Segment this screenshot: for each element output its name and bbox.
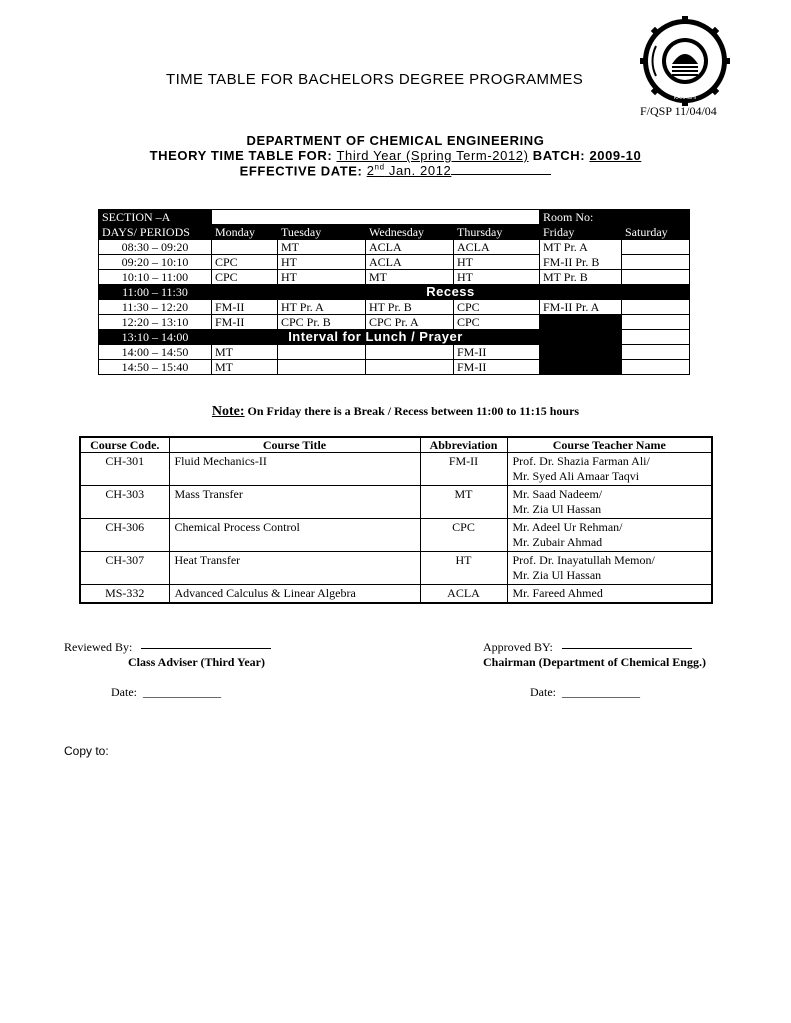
- cell-thursday: CPC: [454, 315, 540, 330]
- cell-thursday: FM-II: [454, 345, 540, 360]
- cell-saturday: [622, 330, 690, 345]
- batch-value: 2009-10: [589, 148, 642, 163]
- approved-by-label: Approved BY:: [483, 640, 553, 654]
- reviewed-by-line: [64, 640, 271, 655]
- lunch-band: Interval for Lunch / Prayer: [212, 330, 540, 345]
- cell-tuesday: HT: [278, 255, 366, 270]
- day-header-saturday: Saturday: [622, 225, 690, 240]
- cell-wednesday: MT: [366, 270, 454, 285]
- course-row: [80, 585, 712, 604]
- approved-date: [530, 685, 640, 700]
- cell-saturday: [622, 240, 690, 255]
- period-row: [99, 255, 690, 270]
- theory-line: [0, 148, 791, 163]
- cell-thursday: FM-II: [454, 360, 540, 375]
- effective-date-line: [0, 163, 791, 178]
- recess-row: [99, 285, 690, 300]
- course-abbr: MT: [420, 486, 507, 519]
- underline-fill: [451, 164, 551, 175]
- date-label: Date:: [111, 685, 137, 699]
- day-header-tuesday: Tuesday: [278, 225, 366, 240]
- reviewer-role: Class Adviser (Third Year): [128, 655, 266, 669]
- period-time: 14:00 – 14:50: [99, 345, 212, 360]
- cell-monday: FM-II: [212, 300, 278, 315]
- effective-label: EFFECTIVE DATE:: [239, 163, 367, 179]
- course-abbr: HT: [420, 552, 507, 585]
- course-teachers: [507, 519, 712, 552]
- header-spacer: [212, 210, 540, 225]
- form-code: F/QSP 11/04/04: [640, 104, 717, 118]
- section-label: SECTION –A: [99, 210, 212, 225]
- course-code: CH-301: [80, 453, 169, 486]
- batch-label: BATCH:: [528, 148, 590, 163]
- period-row: [99, 270, 690, 285]
- cell-saturday: [622, 315, 690, 330]
- course-code: CH-307: [80, 552, 169, 585]
- teacher-secondary: Mr. Zia Ul Hassan: [512, 502, 602, 516]
- course-row: [80, 453, 712, 486]
- header-blank: [622, 210, 690, 225]
- course-title: Mass Transfer: [169, 486, 420, 519]
- effective-day-suffix: nd: [374, 163, 385, 172]
- cell-thursday: ACLA: [454, 240, 540, 255]
- teacher-primary: Mr. Fareed Ahmed: [512, 586, 603, 600]
- teacher-secondary: Mr. Syed Ali Amaar Taqvi: [512, 469, 640, 483]
- cell-monday: CPC: [212, 270, 278, 285]
- cell-monday: FM-II: [212, 315, 278, 330]
- course-teachers: [507, 585, 712, 604]
- recess-band: Recess: [212, 285, 690, 300]
- header-course-title: Course Title: [169, 437, 420, 453]
- approved-signature-line: [562, 648, 692, 649]
- day-header-monday: Monday: [212, 225, 278, 240]
- university-seal-logo: [640, 16, 730, 106]
- period-time: 13:10 – 14:00: [99, 330, 212, 345]
- approver-role: Chairman (Department of Chemical Engg.): [483, 655, 706, 669]
- course-teachers: [507, 486, 712, 519]
- theory-label: THEORY TIME TABLE FOR:: [149, 148, 337, 163]
- period-time: 14:50 – 15:40: [99, 360, 212, 375]
- cell-thursday: HT: [454, 255, 540, 270]
- period-time: 08:30 – 09:20: [99, 240, 212, 255]
- period-time: 10:10 – 11:00: [99, 270, 212, 285]
- room-no-label: Room No:: [540, 210, 622, 225]
- approved-by-line: [483, 640, 692, 655]
- friday-note: [0, 404, 791, 420]
- cell-wednesday: ACLA: [366, 240, 454, 255]
- course-abbr: FM-II: [420, 453, 507, 486]
- cell-monday: MT: [212, 360, 278, 375]
- cell-tuesday: [278, 360, 366, 375]
- course-title: Chemical Process Control: [169, 519, 420, 552]
- effective-month-year: Jan. 2012: [384, 163, 452, 179]
- cell-tuesday: HT: [278, 270, 366, 285]
- cell-tuesday: CPC Pr. B: [278, 315, 366, 330]
- cell-monday: [212, 240, 278, 255]
- cell-thursday: CPC: [454, 300, 540, 315]
- cell-wednesday: [366, 345, 454, 360]
- period-time: 12:20 – 13:10: [99, 315, 212, 330]
- cell-friday: MT Pr. B: [540, 270, 622, 285]
- cell-wednesday: ACLA: [366, 255, 454, 270]
- period-row: [99, 240, 690, 255]
- day-header-friday: Friday: [540, 225, 622, 240]
- cell-wednesday: HT Pr. B: [366, 300, 454, 315]
- note-text: On Friday there is a Break / Recess between 11:00 to 11:15 hours: [244, 404, 580, 418]
- course-code: CH-303: [80, 486, 169, 519]
- course-row: [80, 552, 712, 585]
- course-code: CH-306: [80, 519, 169, 552]
- period-row: [99, 315, 690, 330]
- period-time: 11:30 – 12:20: [99, 300, 212, 315]
- course-title: Fluid Mechanics-II: [169, 453, 420, 486]
- cell-tuesday: [278, 345, 366, 360]
- course-row: [80, 519, 712, 552]
- cell-saturday: [622, 255, 690, 270]
- timetable: [98, 209, 690, 375]
- teacher-primary: Prof. Dr. Inayatullah Memon/: [512, 553, 655, 567]
- copy-to-label: Copy to:: [64, 744, 109, 758]
- period-row: [99, 300, 690, 315]
- friday-blocked: [540, 315, 622, 375]
- cell-monday: MT: [212, 345, 278, 360]
- cell-saturday: [622, 360, 690, 375]
- cell-monday: CPC: [212, 255, 278, 270]
- period-time: 09:20 – 10:10: [99, 255, 212, 270]
- reviewed-date: [111, 685, 221, 700]
- course-teachers: [507, 453, 712, 486]
- days-periods-label: DAYS/ PERIODS: [99, 225, 212, 240]
- course-title: Advanced Calculus & Linear Algebra: [169, 585, 420, 604]
- teacher-primary: Mr. Saad Nadeem/: [512, 487, 603, 501]
- reviewed-signature-line: [141, 648, 271, 649]
- term-value: Third Year (Spring Term-2012): [336, 148, 529, 163]
- header-abbreviation: Abbreviation: [420, 437, 507, 453]
- teacher-secondary: Mr. Zia Ul Hassan: [512, 568, 602, 582]
- day-header-wednesday: Wednesday: [366, 225, 454, 240]
- cell-wednesday: [366, 360, 454, 375]
- teacher-primary: Mr. Adeel Ur Rehman/: [512, 520, 623, 534]
- cell-saturday: [622, 300, 690, 315]
- teacher-secondary: Mr. Zubair Ahmad: [512, 535, 603, 549]
- teacher-primary: Prof. Dr. Shazia Farman Ali/: [512, 454, 650, 468]
- department-heading: DEPARTMENT OF CHEMICAL ENGINEERING: [246, 133, 545, 148]
- cell-friday: MT Pr. A: [540, 240, 622, 255]
- cell-saturday: [622, 345, 690, 360]
- effective-day: 2: [366, 163, 375, 179]
- course-teachers: [507, 552, 712, 585]
- course-code: MS-332: [80, 585, 169, 604]
- date-blank: _____________: [562, 685, 640, 699]
- page-title: TIME TABLE FOR BACHELORS DEGREE PROGRAMMES: [166, 71, 584, 88]
- period-time: 11:00 – 11:30: [99, 285, 212, 300]
- effective-date-value: [367, 163, 552, 178]
- course-abbr: CPC: [420, 519, 507, 552]
- cell-tuesday: HT Pr. A: [278, 300, 366, 315]
- cell-saturday: [622, 270, 690, 285]
- reviewed-by-label: Reviewed By:: [64, 640, 133, 654]
- course-row: [80, 486, 712, 519]
- course-abbr: ACLA: [420, 585, 507, 604]
- date-label: Date:: [530, 685, 556, 699]
- cell-friday: FM-II Pr. B: [540, 255, 622, 270]
- course-title: Heat Transfer: [169, 552, 420, 585]
- cell-wednesday: CPC Pr. A: [366, 315, 454, 330]
- svg-text:KARACHI: KARACHI: [673, 95, 697, 101]
- course-table: [79, 436, 713, 604]
- header-teacher-name: Course Teacher Name: [507, 437, 712, 453]
- header-course-code: Course Code.: [80, 437, 169, 453]
- note-label: Note:: [211, 404, 245, 419]
- cell-thursday: HT: [454, 270, 540, 285]
- day-header-thursday: Thursday: [454, 225, 540, 240]
- cell-tuesday: MT: [278, 240, 366, 255]
- cell-friday: FM-II Pr. A: [540, 300, 622, 315]
- date-blank: _____________: [143, 685, 221, 699]
